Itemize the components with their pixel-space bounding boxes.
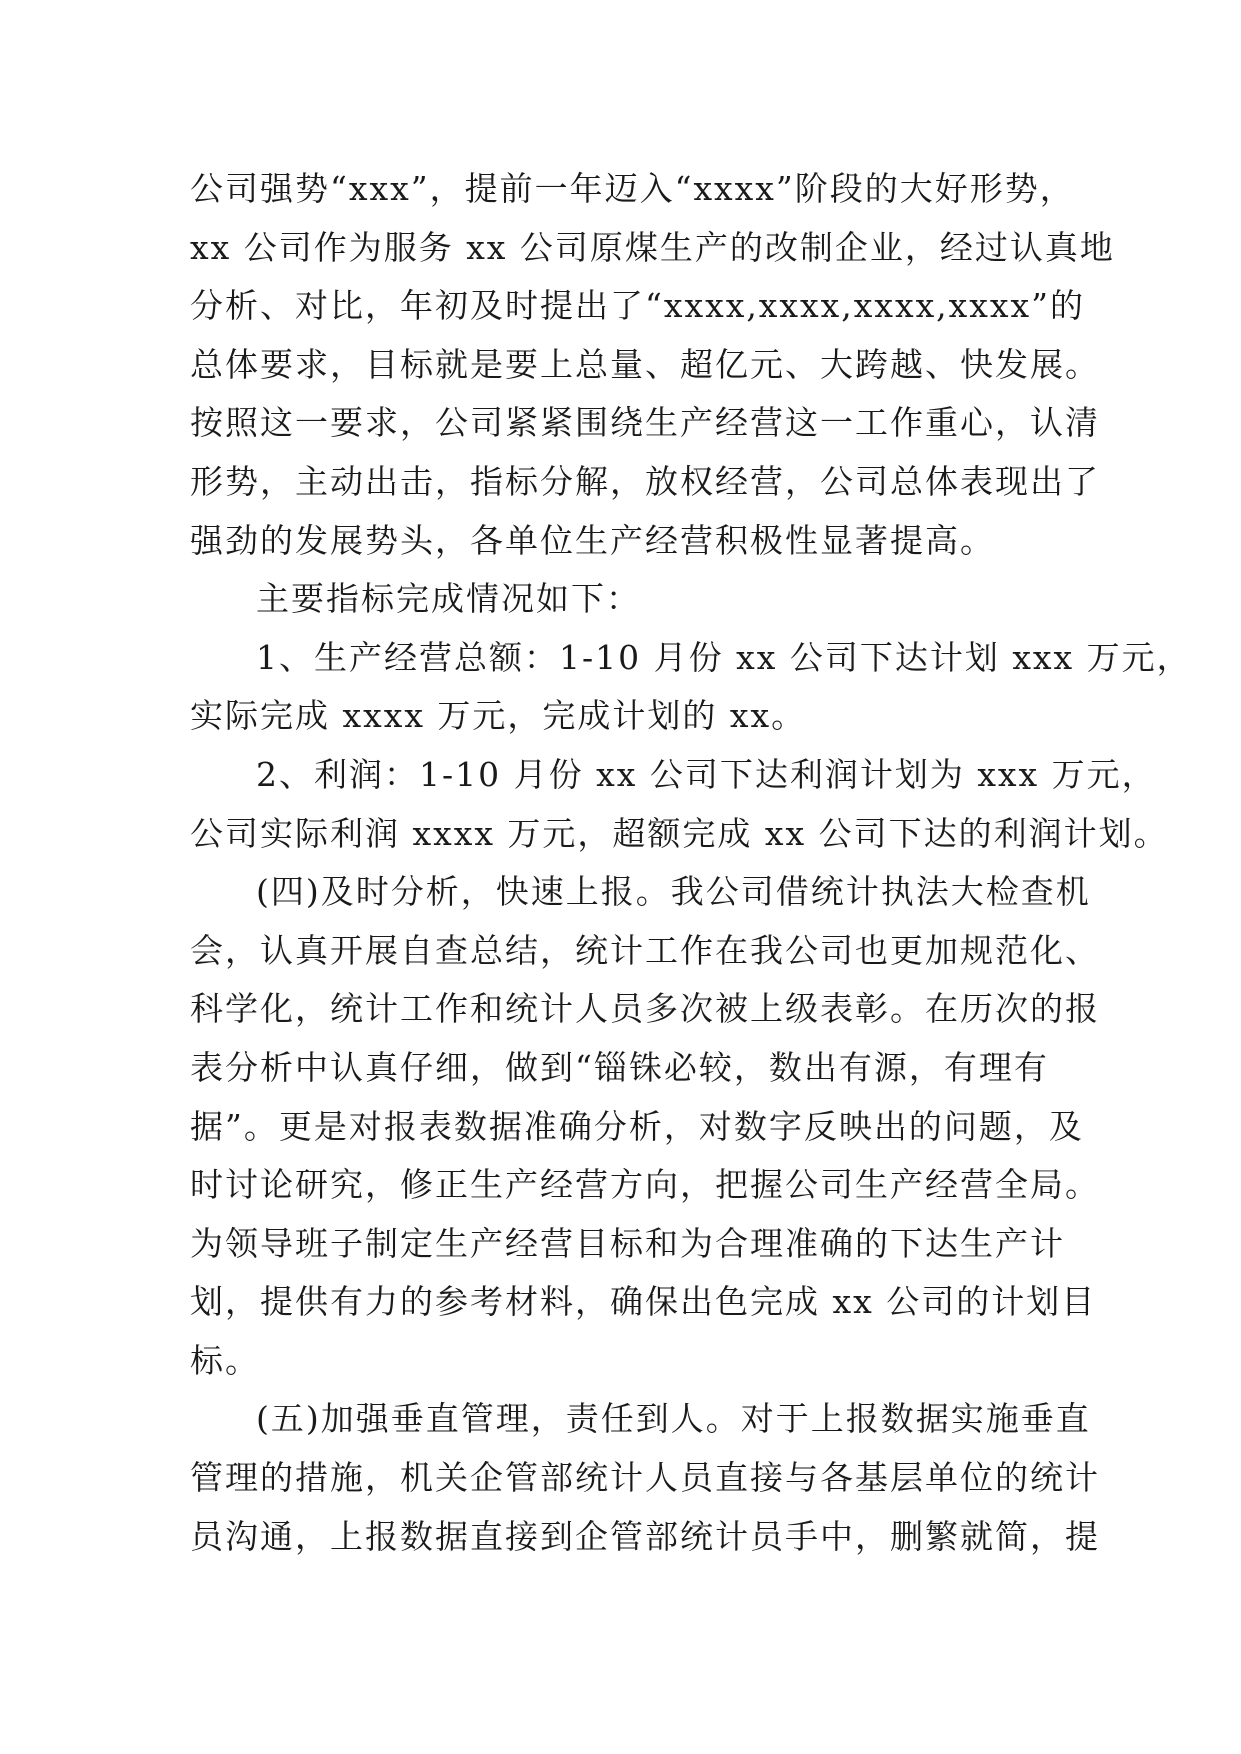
text-line: 据”。更是对报表数据准确分析，对数字反映出的问题，及 <box>190 1106 1084 1146</box>
text-line: (五)加强垂直管理，责任到人。对于上报数据实施垂直 <box>256 1399 1091 1439</box>
text-line: 公司实际利润 xxxx 万元，超额完成 xx 公司下达的利润计划。 <box>190 813 1169 853</box>
text-line: 按照这一要求，公司紧紧围绕生产经营这一工作重心，认清 <box>190 403 1100 443</box>
text-line: 会，认真开展自查总结，统计工作在我公司也更加规范化、 <box>190 930 1100 970</box>
text-line: xx 公司作为服务 xx 公司原煤生产的改制企业，经过认真地 <box>190 227 1115 267</box>
text-line: 2、利润：1-10 月份 xx 公司下达利润计划为 xxx 万元， <box>256 754 1157 794</box>
text-line: 表分析中认真仔细，做到“锱铢必较，数出有源，有理有 <box>190 1047 1049 1087</box>
text-line: (四)及时分析，快速上报。我公司借统计执法大检查机 <box>256 872 1091 912</box>
text-line: 员沟通，上报数据直接到企管部统计员手中，删繁就简，提 <box>190 1516 1100 1556</box>
document-body <box>190 160 1192 1566</box>
text-line: 划，提供有力的参考材料，确保出色完成 xx 公司的计划目 <box>190 1282 1097 1322</box>
text-line: 强劲的发展势头，各单位生产经营积极性显著提高。 <box>190 520 995 560</box>
text-line: 形势，主动出击，指标分解，放权经营，公司总体表现出了 <box>190 461 1100 501</box>
text-line: 管理的措施，机关企管部统计人员直接与各基层单位的统计 <box>190 1458 1100 1498</box>
text-line: 为领导班子制定生产经营目标和为合理准确的下达生产计 <box>190 1223 1065 1263</box>
text-line: 时讨论研究，修正生产经营方向，把握公司生产经营全局。 <box>190 1165 1100 1205</box>
text-line: 公司强势“xxx”，提前一年迈入“xxxx”阶段的大好形势， <box>190 169 1075 208</box>
text-line: 总体要求，目标就是要上总量、超亿元、大跨越、快发展。 <box>190 344 1100 384</box>
text-line: 科学化，统计工作和统计人员多次被上级表彰。在历次的报 <box>190 989 1100 1029</box>
text-line: 分析、对比，年初及时提出了“xxxx,xxxx,xxxx,xxxx”的 <box>190 286 1085 326</box>
text-line: 实际完成 xxxx 万元，完成计划的 xx。 <box>190 696 807 736</box>
text-line: 1、生产经营总额：1-10 月份 xx 公司下达计划 xxx 万元， <box>256 637 1192 677</box>
text-line: 主要指标完成情况如下： <box>256 579 641 619</box>
text-line: 标。 <box>190 1340 260 1380</box>
